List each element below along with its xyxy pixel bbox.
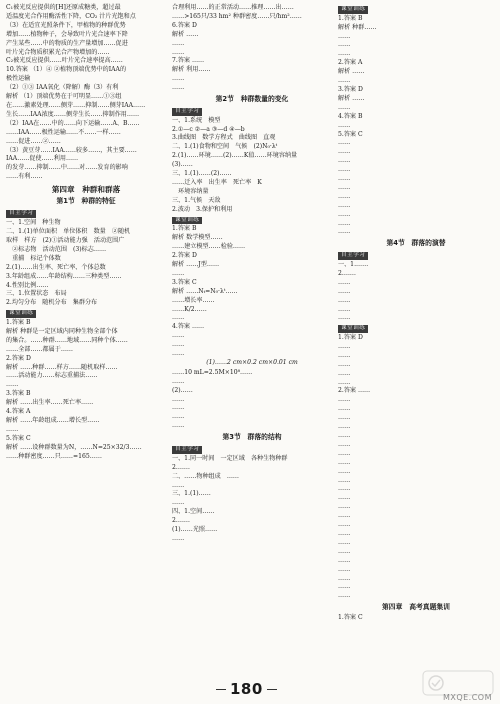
text-line: 在……激素处理……侧芽……抑制……侧芽IAA…… [6, 101, 146, 109]
text-line: 一、1.空间 种生物 [6, 219, 61, 227]
text-line: …… [172, 404, 185, 412]
text-line: …… [338, 440, 351, 448]
text-line: …… [338, 512, 351, 520]
text-line: 解析 …… [338, 94, 365, 102]
chapter-title: 第四章 种群和群落 [51, 184, 121, 194]
section-badge-row [338, 323, 494, 334]
section-title: 第2节 种群数量的变化 [215, 94, 289, 103]
text-line: 的集合。……种群……地域……同种个体…… [6, 336, 128, 344]
text-line: …… [172, 84, 185, 92]
text-line: …… [338, 228, 351, 236]
text-line: 6.答案 D [172, 21, 197, 29]
text-line: 生长……IAA浓度……侧芽生长……抑制作用…… [6, 110, 140, 118]
section-title: 第3节 群落的结构 [222, 432, 282, 441]
text-line: ②标志物 活动范围 (3)标志…… [6, 245, 107, 253]
text-line: …… [338, 565, 351, 573]
text-line: …… [338, 175, 351, 183]
text-line: …… [338, 529, 351, 537]
text-line: 解析 ……年龄组成……增长型…… [6, 416, 100, 424]
text-line: 解析 种群…… [338, 23, 377, 31]
text-line: …… [338, 547, 351, 555]
section-title: 第1节 种群的特征 [56, 197, 116, 206]
text-line: 2.…… [338, 269, 357, 277]
text-line: …… [338, 556, 351, 564]
text-line: …… [172, 377, 185, 385]
section-badge: 自主学习 [338, 252, 368, 260]
text-line: …… [338, 342, 351, 350]
text-line: 4.答案 A [6, 408, 31, 416]
text-line: …… [338, 414, 351, 422]
text-line: 2.波动 3.保护和利用 [172, 205, 233, 213]
text-line: …… [338, 405, 351, 413]
text-line: …… [338, 449, 351, 457]
text-line: 环境容纳量 [172, 187, 209, 195]
text-line: …… [172, 75, 185, 83]
text-line: …… [338, 485, 351, 493]
section-title: 第四章 高考真题集训 [382, 602, 450, 611]
section-badge-row [338, 250, 494, 261]
text-line: …… [172, 269, 185, 277]
text-line: 一、1.系统 模型 [172, 116, 221, 124]
text-line: 三、1.(1)……(2)…… [172, 170, 232, 178]
text-line: 1.答案 D [338, 334, 363, 342]
text-line: 5.答案 C [338, 130, 363, 138]
text-line: …… [172, 350, 185, 358]
text-line: 产生某些……中的物质的生产量增加……促进 [6, 39, 128, 47]
text-line: …… [338, 139, 351, 147]
text-line: …… [172, 481, 185, 489]
text-line: 2.均匀分布 随机分布 集群分布 [6, 299, 98, 307]
text-line: …… [338, 494, 351, 502]
column-right [338, 4, 494, 623]
text-line: （3）在适宜光照条件下，甲植物的种群优势 [6, 21, 126, 29]
text-line: …… [338, 41, 351, 49]
text-line: …… [338, 503, 351, 511]
text-line: …… [338, 592, 351, 600]
text-line: …… [172, 534, 185, 542]
text-line: …… [338, 521, 351, 529]
text-line: 7.答案 …… [172, 57, 205, 65]
section-badge-row [172, 106, 332, 117]
text-line: 解析 ……Nₜ=N₀·λᵗ…… [172, 287, 238, 295]
section-badge-row [338, 4, 494, 15]
text-line: ……增长率…… [172, 296, 215, 304]
text-line: …… [338, 201, 351, 209]
text-line: 解析 （1）顶端优势在于可明显……①③组 [6, 93, 122, 101]
page-number: 180 [212, 680, 281, 698]
text-line: …… [172, 422, 185, 430]
text-line: ……>165只/33 hm² 种群密度……只/hm²…… [172, 12, 302, 20]
text-line: 3.答案 C [172, 278, 197, 286]
text-line: …… [6, 381, 19, 389]
text-line: …… [6, 425, 19, 433]
text-line: …… [172, 48, 185, 56]
text-line: 4.答案 …… [172, 323, 205, 331]
text-line: （3）黄豆芽……IAA……较多……，其主要…… [6, 146, 137, 154]
text-line: 重捕 标记个体数 [6, 254, 61, 262]
text-line: …… [338, 166, 351, 174]
text-line: 解析 ……出生率……死亡率…… [6, 399, 94, 407]
text-line: …… [338, 157, 351, 165]
text-line: ……建立模型……检验…… [172, 243, 246, 251]
text-line: ……促进……②…… [6, 137, 61, 145]
text-line: 的发芽……抑制……中……对……发育的影响 [6, 164, 128, 172]
section-badge-row [6, 208, 166, 219]
text-line: 2.…… [172, 463, 191, 471]
text-line: 3.曲线图 数学方程式 曲线图 直观 [172, 134, 276, 142]
text-line: 增加……植物种子，会导致叶片光合速率下降 [6, 30, 128, 38]
text-line: ……K/2…… [172, 305, 207, 313]
text-line: …… [338, 574, 351, 582]
section-badge: 课堂训练 [6, 310, 36, 318]
text-line: 1.答案 B [338, 14, 363, 22]
text-line: 1.答案 B [172, 225, 197, 233]
text-line: …… [338, 351, 351, 359]
text-line: 三、1.位置状态 布局 [6, 290, 67, 298]
text-line: 三、1.气候 天敌 [172, 196, 221, 204]
text-line: （2）IAA在……中的……向下运输……A、B…… [6, 119, 140, 127]
text-line: …… [338, 278, 351, 286]
text-line: 2.(1)……出生率、死亡率、个体总数 [6, 263, 106, 271]
column-left [6, 4, 166, 461]
watermark-text: MXQE.COM [442, 693, 492, 702]
text-line: （2）①③ IAA氧化（降解）酶（3）有利 [6, 84, 119, 92]
section-title: 第4节 群落的演替 [386, 238, 446, 247]
text-line: C₂被光反应提供……叶片光合速率提高…… [6, 57, 123, 65]
text-line: 2.答案 …… [338, 387, 371, 395]
text-line: 2.①—c ②—a ③—d ④—b [172, 125, 245, 133]
text-line: …… [172, 395, 185, 403]
text-line: …… [338, 192, 351, 200]
section-badge-row [172, 444, 332, 455]
text-line: …… [338, 583, 351, 591]
section-badge: 课堂训练 [338, 6, 368, 14]
text-line: …… [172, 332, 185, 340]
text-line: 二、1.(1)食物和空间 气候 (2)N₀·λᵗ [172, 143, 278, 151]
text-line: 二、1.(1)单位面积 单位体积 数量 ②随机 [6, 228, 131, 236]
text-line: 合理利用……的正常活动……推理……出…… [172, 4, 294, 11]
text-line: …… [338, 467, 351, 475]
section-badge: 自主学习 [172, 446, 202, 454]
section-badge-row [6, 308, 166, 319]
text-line: 4.答案 B [338, 112, 363, 120]
text-line: 三、1.(1)…… [172, 490, 211, 498]
text-line: …… [338, 360, 351, 368]
text-line: 一、1.…… [338, 260, 369, 268]
text-line: 3.答案 B [6, 390, 31, 398]
text-line: 解析 ……J型…… [172, 260, 220, 268]
text-line: 解析 …… [338, 68, 365, 76]
text-line: 3.答案 D [338, 85, 363, 93]
text-line: 解析 种群是一定区域内同种生物全部个体 [6, 327, 118, 335]
text-line: …… [338, 458, 351, 466]
text-line: …… [338, 77, 351, 85]
section-badge-row [172, 215, 332, 226]
text-line: 解析 ……种群……样方……随机取样…… [6, 363, 118, 371]
text-line: …… [338, 396, 351, 404]
text-line: …… [338, 296, 351, 304]
text-line: …… [172, 314, 185, 322]
text-line: 一、1.同一时间 一定区域 各种生物种群 [172, 454, 288, 462]
text-line: …… [338, 369, 351, 377]
text-line: …… [338, 423, 351, 431]
text-line: C₁被光反应提供的[H]还原成糖类，超过最 [6, 4, 121, 11]
text-line: …… [172, 39, 185, 47]
text-line: …… [338, 103, 351, 111]
text-line: 2.(1)……环境……(2)……K值……环境容纳量 [172, 152, 298, 160]
text-line: 解析 ……设种群数量为N，……N=25×32/3…… [6, 443, 142, 451]
text-line: 1.答案 B [6, 318, 31, 326]
text-line: 1.答案 C [338, 614, 363, 622]
text-line: 解析 利用…… [172, 66, 211, 74]
text-line: IAA……促使……利用…… [6, 155, 79, 163]
text-line: …… [338, 183, 351, 191]
text-line: …… [338, 148, 351, 156]
text-line: …… [172, 413, 185, 421]
section-badge: 自主学习 [6, 210, 36, 218]
text-line: …… [338, 210, 351, 218]
text-line: ……全部……都属于…… [6, 345, 74, 353]
text-line: 2.答案 D [6, 354, 31, 362]
text-line: 10.答案 （1）④ ②植物顶端优势中的IAA的 [6, 66, 127, 74]
text-line: 叶片光合物质积累光合产物增加的…… [6, 48, 110, 56]
text-line: …… [338, 121, 351, 129]
text-line: …… [172, 341, 185, 349]
text-line: 解析 数学模型…… [172, 234, 223, 242]
text-line: …… [338, 32, 351, 40]
text-line: (2)…… [172, 386, 193, 394]
text-line: 取样 样方 (2)①活动能力强 活动范围广 [6, 237, 125, 244]
text-line: ……迁入率 出生率 死亡率 K [172, 179, 262, 186]
text-line: …… [338, 476, 351, 484]
text-line: …… [338, 378, 351, 386]
text-line: …… [338, 305, 351, 313]
text-line: 3.年龄组成……年龄结构……三种类型…… [6, 272, 122, 280]
text-line: …… [338, 50, 351, 58]
section-badge: 自主学习 [172, 108, 202, 116]
text-line: (3)…… [172, 161, 193, 169]
text-line: 2.答案 A [338, 59, 363, 67]
text-line: 解析 …… [172, 30, 199, 38]
text-line: (1)……光照…… [172, 526, 218, 534]
text-line: …… [338, 314, 351, 322]
column-middle [172, 4, 332, 544]
text-line: 2.答案 D [172, 252, 197, 260]
text-line: 极性运输 [6, 75, 31, 83]
text-line: …… [338, 219, 351, 227]
text-line: …… [338, 432, 351, 439]
text-line: …… [338, 538, 351, 546]
text-line: 2.…… [172, 517, 191, 525]
text-line: 四、1.空间…… [172, 508, 215, 516]
text-line: (1)……2 cm×0.2 cm×0.01 cm [206, 359, 298, 367]
text-line: ……有利…… [6, 173, 43, 181]
text-line: ……IAA……极性运输……不……一样…… [6, 128, 121, 136]
section-badge: 课堂训练 [172, 217, 202, 225]
text-line: …… [338, 287, 351, 295]
text-line: ……10 mL=2.5M×10⁸…… [172, 368, 253, 376]
text-line: 适温度光合作用酶活性下降，CO₂ 汁片光饱和点 [6, 12, 136, 20]
text-line: 二、……物种组成 …… [172, 472, 240, 480]
text-line: ……种群密度……只……=165…… [6, 452, 102, 460]
section-badge: 课堂训练 [338, 325, 368, 333]
text-line: ……活动能力……标志重捕法…… [6, 372, 98, 380]
text-line: 4.性别比例…… [6, 281, 49, 289]
text-line: …… [172, 499, 185, 507]
text-line: 5.答案 C [6, 434, 31, 442]
